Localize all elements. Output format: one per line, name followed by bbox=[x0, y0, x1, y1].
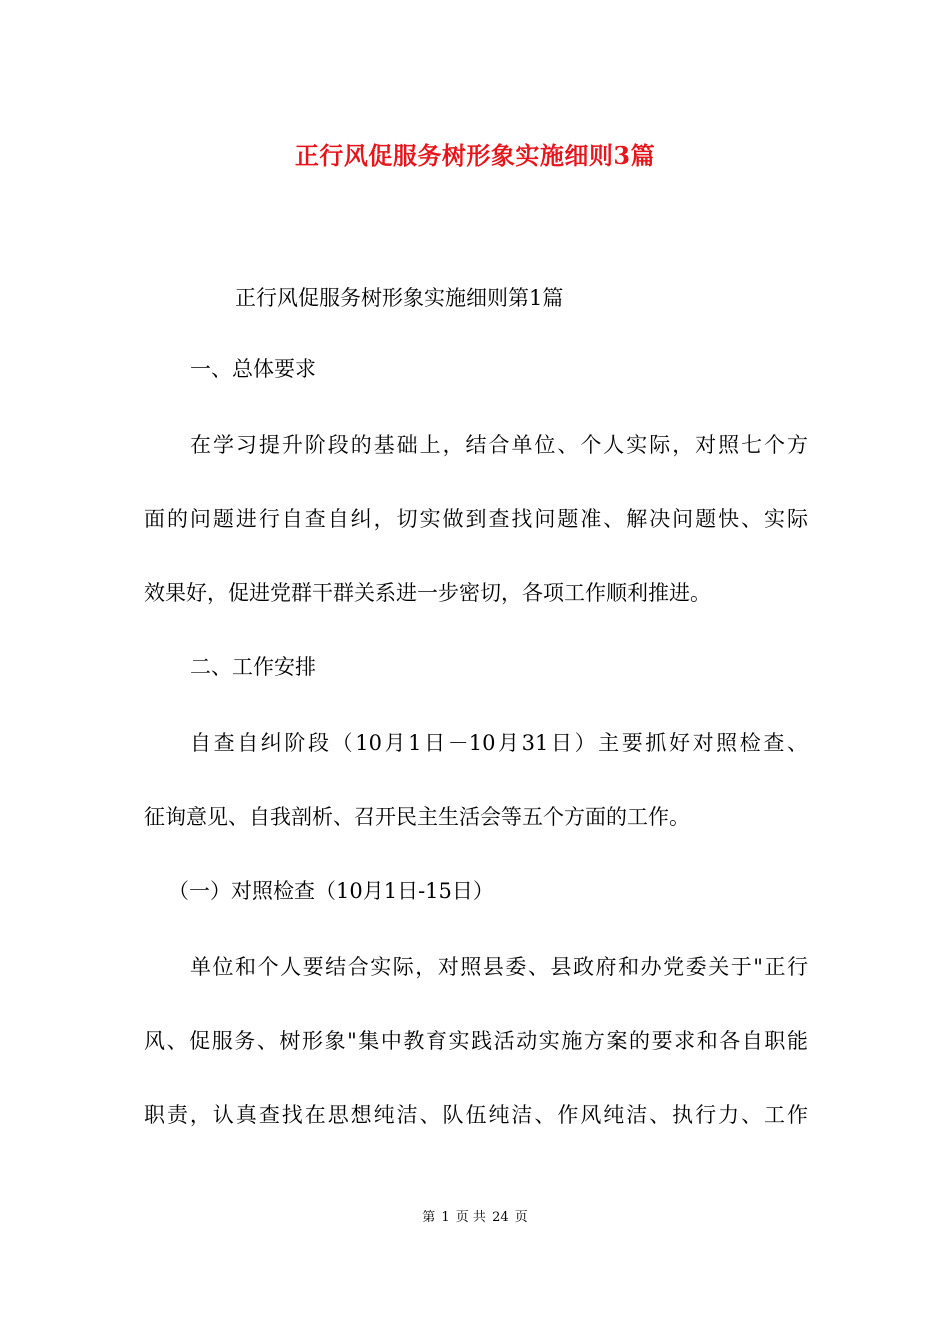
heading-overall-requirements: 一、总体要求 bbox=[190, 357, 316, 381]
footer-page-total: 24 bbox=[492, 1210, 509, 1225]
paragraph-line: 风、促服务、树形象"集中教育实践活动实施方案的要求和各自职能 bbox=[144, 1029, 808, 1053]
heading-work-arrangement: 二、工作安排 bbox=[190, 655, 316, 679]
footer-middle: 页 共 bbox=[455, 1210, 486, 1225]
section-heading-part1: 正行风促服务树形象实施细则第1篇 bbox=[235, 286, 564, 310]
paragraph-line: 面的问题进行自查自纠，切实做到查找问题准、解决问题快、实际 bbox=[144, 507, 808, 531]
page-footer bbox=[0, 1206, 950, 1225]
paragraph-line: 在学习提升阶段的基础上，结合单位、个人实际，对照七个方 bbox=[190, 433, 808, 457]
paragraph-line: 单位和个人要结合实际，对照县委、县政府和办党委关于"正行 bbox=[190, 955, 808, 979]
footer-page-number: 1 bbox=[441, 1210, 450, 1225]
footer-suffix: 页 bbox=[514, 1210, 528, 1225]
paragraph-line: 效果好，促进党群干群关系进一步密切，各项工作顺利推进。 bbox=[144, 581, 711, 605]
document-title: 正行风促服务树形象实施细则3篇 bbox=[294, 141, 656, 170]
footer-prefix: 第 bbox=[422, 1210, 436, 1225]
paragraph-line: 自查自纠阶段（10月1日－10月31日）主要抓好对照检查、 bbox=[190, 731, 808, 755]
paragraph-line: 职责，认真查找在思想纯洁、队伍纯洁、作风纯洁、执行力、工作 bbox=[144, 1103, 808, 1127]
paragraph-line: 征询意见、自我剖析、召开民主生活会等五个方面的工作。 bbox=[144, 805, 690, 829]
subheading-self-check: （一）对照检查（10月1日-15日） bbox=[168, 879, 494, 903]
